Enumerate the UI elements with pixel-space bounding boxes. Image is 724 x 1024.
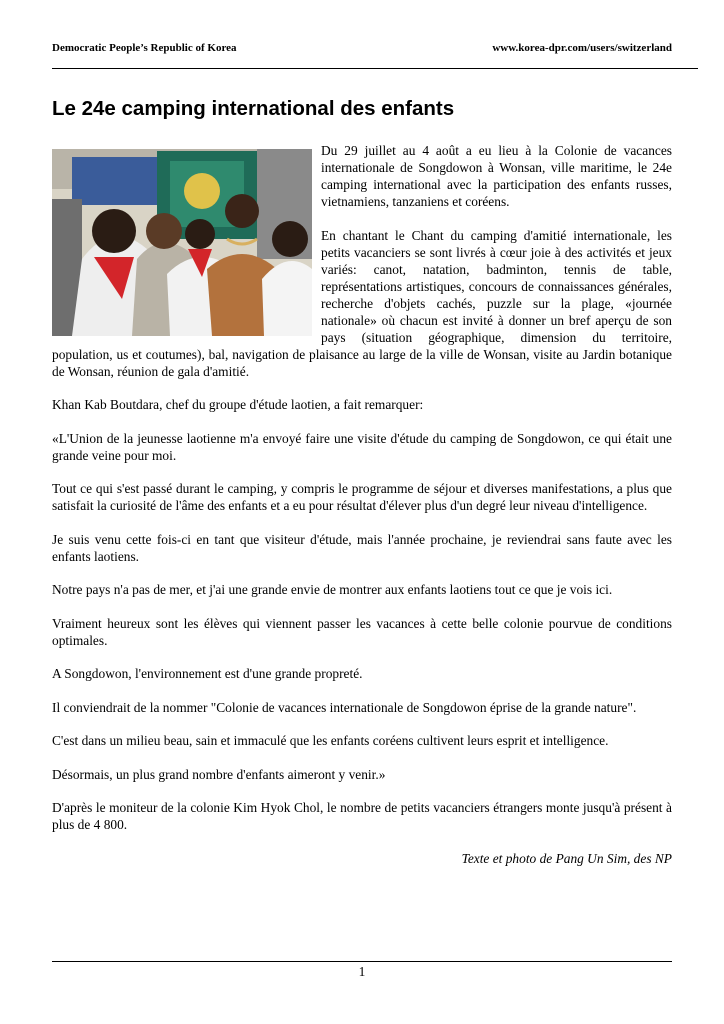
paragraph: C'est dans un milieu beau, sain et immaculé que les enfants coréens cultivent leurs esprit et intelligence. xyxy=(52,733,609,748)
header-divider xyxy=(52,68,698,69)
paragraph: Vraiment heureux sont les élèves qui viennent passer les vacances à cette belle colonie pourvue de conditions optimales. xyxy=(52,615,672,648)
paragraph: Désormais, un plus grand nombre d'enfants aimeront y venir.» xyxy=(52,766,386,782)
paragraph: Notre pays n'a pas de mer, et j'ai une grande envie de montrer aux enfants laotiens tout ce que je vois ici. xyxy=(52,582,613,597)
paragraph: D'après le moniteur de la colonie Kim Hyok Chol, le nombre de petits vacanciers étrangers monte jusqu'à présent à plus de 4 800. xyxy=(52,800,672,832)
paragraph: A Songdowon, l'environnement est d'une grande propreté. xyxy=(52,666,363,681)
article-title: Le 24e camping international des enfants xyxy=(52,97,455,120)
photo-credit: Texte et photo de Pang Un Sim, des NP xyxy=(461,850,672,866)
paragraph: Tout ce qui s'est passé durant le camping, y compris le programme de séjour et diverses manifestations, a plus que satisfait la curiosité de l'âme des enfants et a eu pour résultat d'élever plus d'un degré leur niveau d'intelligence. xyxy=(52,481,672,513)
paragraph: En chantant le Chant du camping d'amitié internationale, les petits vacanciers se sont livrés à cœur joie à des activités et jeux variés: canot, natation, badminton, tennis de table, représentations artistiques, concours de connaissances générales, recherche d'objets cachés, puzzle sur la plage, «journée nationale» où chacun est invité à donner un bref aperçu de son pays (situation géographique, dimension du territoire, population, us et coutumes), bal, navigation de plaisance au large de la ville de Wonsan, visite au Jardin botanique de Wonsan, réunion de gala d'amitié. xyxy=(52,227,672,379)
paragraph: Il conviendrait de la nommer "Colonie de vacances internationale de Songdowon éprise de la grande nature". xyxy=(52,699,637,715)
footer-divider xyxy=(52,961,672,962)
header-country: Democratic People’s Republic of Korea xyxy=(52,42,237,54)
paragraph: Khan Kab Boutdara, chef du groupe d'étude laotien, a fait remarquer: xyxy=(52,397,424,412)
paragraph: «L'Union de la jeunesse laotienne m'a envoyé faire une visite d'étude du camping de Songdowon, ce qui était une grande veine pour moi. xyxy=(52,430,672,463)
page-number: 1 xyxy=(358,964,366,979)
article-photo xyxy=(52,149,312,336)
header-url: www.korea-dpr.com/users/switzerland xyxy=(492,42,672,54)
paragraph: Je suis venu cette fois-ci en tant que visiteur d'étude, mais l'année prochaine, je reviendrai sans faute avec les enfants laotiens. xyxy=(52,531,672,564)
article-body xyxy=(52,142,672,883)
paragraph: Du 29 juillet au 4 août a eu lieu à la Colonie de vacances internationale de Songdowon à Wonsan, ville maritime, le 24e camping international avec la participation des enfants russes, vietnamiens, tanzaniens et coréens. xyxy=(321,143,672,209)
